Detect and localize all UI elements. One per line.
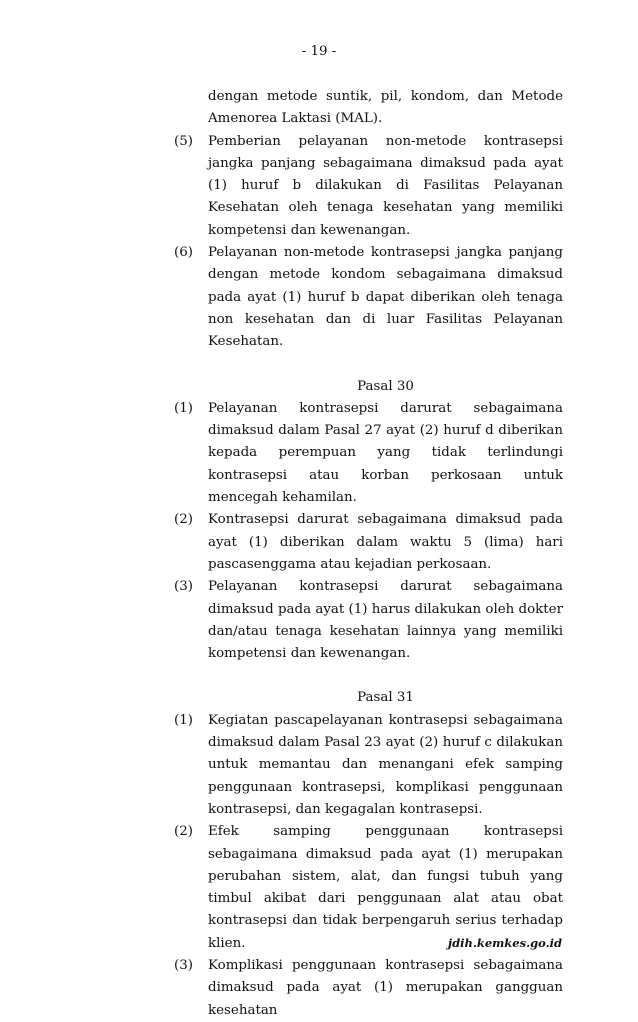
ayat-number: (2): [174, 824, 193, 840]
ayat-text: Kontrasepsi darurat sebagaimana dimaksud pada ayat (1) diberikan dalam waktu 5 (lima) hari pascasenggama atau kejadian perkosaan.: [208, 512, 563, 572]
ayat-text: Pelayanan non-metode kontrasepsi jangka panjang dengan metode kondom sebagaimana dimaksud pada ayat (1) huruf b dapat diberikan oleh tenaga non kesehatan dan di luar Fasilitas Pelayanan Kesehatan.: [208, 245, 563, 350]
intro-continuation: dengan metode suntik, pil, kondom, dan Metode Amenorea Laktasi (MAL).: [208, 89, 563, 127]
pasal-30-title: Pasal 30: [357, 378, 414, 394]
pasal-30-ayat-2: [174, 509, 563, 576]
ayat-text: Kegiatan pascapelayanan kontrasepsi sebagaimana dimaksud dalam Pasal 23 ayat (2) huruf c dilakukan untuk memantau dan menangani efek samping penggunaan kontrasepsi, komplikasi penggunaan kontrasepsi, dan kegagalan kontrasepsi.: [208, 712, 563, 817]
ayat-number: (5): [174, 133, 193, 149]
pasal-30-ayat-1: [174, 398, 563, 509]
ayat-text: Komplikasi penggunaan kontrasepsi sebagaimana dimaksud pada ayat (1) merupakan gangguan kesehatan: [208, 957, 563, 1018]
pasal-31-ayat-1: [174, 710, 563, 821]
ayat-number: (1): [174, 712, 193, 728]
ayat-text: Efek samping penggunaan kontrasepsi sebagaimana dimaksud pada ayat (1) merupakan perubahan sistem, alat, dan fungsi tubuh yang timbul akibat dari penggunaan alat atau obat kontrasepsi dan tidak berpengaruh serius terhadap klien.: [208, 824, 563, 951]
page-number: - 19 -: [301, 44, 337, 59]
ayat-number: (2): [174, 512, 193, 528]
source-watermark[interactable]: jdih.kemkes.go.id: [447, 936, 562, 950]
pasal-31-ayat-2: [174, 821, 563, 955]
ayat-number: (6): [174, 245, 193, 261]
pasal-31-ayat-3: [174, 955, 563, 1022]
pasal-30-ayat-3: [174, 576, 563, 665]
ayat-text: Pelayanan kontrasepsi darurat sebagaimana dimaksud pada ayat (1) harus dilakukan oleh dokter dan/atau tenaga kesehatan lainnya yang memiliki kompetensi dan kewenangan.: [208, 579, 563, 662]
ayat-5: [174, 131, 563, 242]
ayat-6: [174, 242, 563, 353]
ayat-number: (3): [174, 957, 193, 973]
pasal-31-title: Pasal 31: [357, 690, 414, 706]
ayat-number: (3): [174, 579, 193, 595]
ayat-text: Pemberian pelayanan non-metode kontrasepsi jangka panjang sebagaimana dimaksud pada ayat (1) huruf b dilakukan di Fasilitas Pelayanan Kesehatan oleh tenaga kesehatan yang memiliki kompetensi dan kewenangan.: [208, 133, 563, 238]
document-body: [174, 86, 563, 1022]
ayat-number: (1): [174, 400, 193, 416]
ayat-text: Pelayanan kontrasepsi darurat sebagaimana dimaksud dalam Pasal 27 ayat (2) huruf d diberikan kepada perempuan yang tidak terlindungi kontrasepsi atau korban perkosaan untuk mencegah kehamilan.: [208, 400, 563, 506]
